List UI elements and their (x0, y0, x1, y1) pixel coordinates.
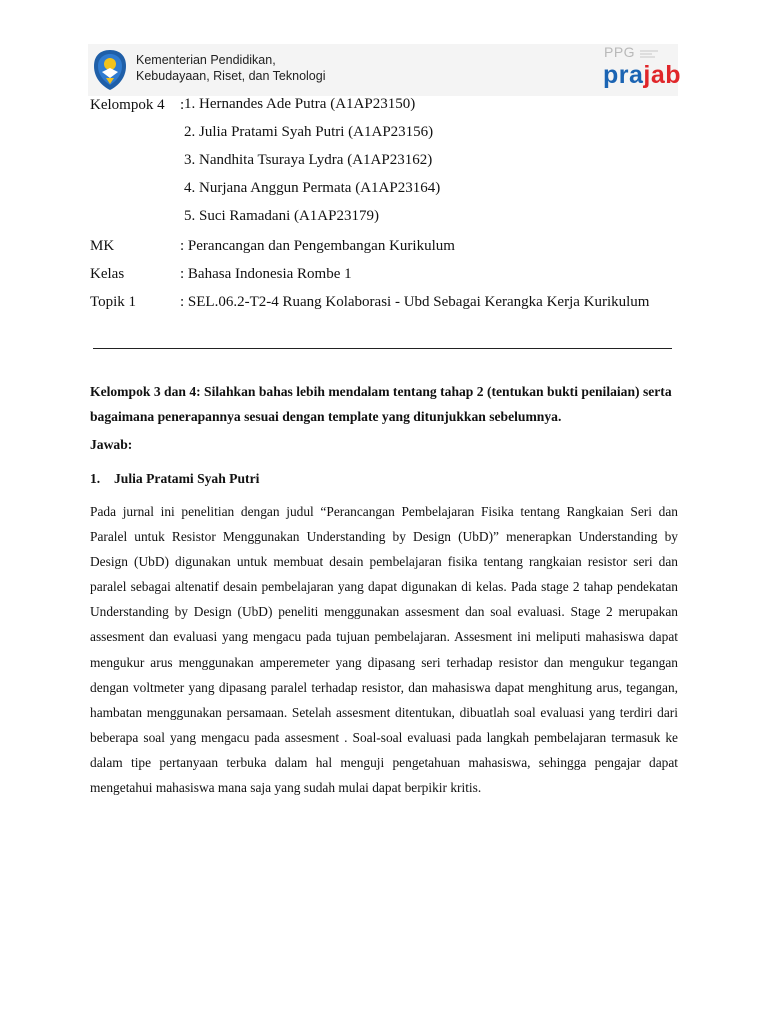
ppg-lines-icon (640, 49, 658, 59)
section-name: Julia Pratami Syah Putri (114, 471, 260, 486)
ministry-line-1: Kementerian Pendidikan, (136, 53, 276, 67)
prajab-pr: pra (603, 61, 644, 89)
prajab-logo (603, 60, 681, 90)
topik-label: Topik 1 (90, 294, 137, 310)
kelas-value: : Bahasa Indonesia Rombe 1 (180, 266, 352, 282)
ministry-name (136, 52, 326, 84)
member-item: 4. Nurjana Anggun Permata (A1AP23164) (184, 180, 441, 196)
ministry-emblem-icon (92, 48, 128, 92)
member-item: 2. Julia Pratami Syah Putri (A1AP23156) (184, 124, 434, 140)
member-item: 3. Nandhita Tsuraya Lydra (A1AP23162) (184, 152, 433, 168)
member-item: 5. Suci Ramadani (A1AP23179) (184, 208, 379, 224)
answer-paragraph: Pada jurnal ini penelitian dengan judul “Perancangan Pembelajaran Fisika tentang Rangkaian Seri dan Paralel untuk Resistor Menggunakan Understanding by Design (UbD)” menerapkan Understanding by Design (UbD) digunakan untuk membuat desain pembelajaran fisika tentang rangkaian resistor seri dan paralel sebagai altenatif desain pembelajaran yang dapat digunakan di kelas. Pada stage 2 tahap pendekatan Understanding by Design (UbD) peneliti menggunakan assesment dan soal evaluasi. Stage 2 merupakan assesment dan evaluasi yang mengacu pada tujuan pembelajaran. Assesment ini meliputi mahasiswa dapat mengukur arus menggunakan amperemeter yang dipasang seri terhadap resistor dan mengukur tegangan dengan voltmeter yang dipasang paralel terhadap resistor, dan mahasiswa dapat menghitung arus, tegangan, hambatan menggunakan persamaan. Setelah assesment ditentukan, dibuatlah soal evaluasi yang terdiri dari beberapa soal yang mengacu pada assesment . Soal-soal evaluasi pada langkah pembelajaran termasuk ke dalam tipe pertanyaan terbuka dalam hal menguji pengetahuan mahasiswa, sehingga pengajar dapat mengetahui mahasiswa mana saja yang sudah mulai dapat berpikir kritis. (90, 504, 678, 796)
mk-label: MK (90, 238, 115, 254)
section-number: 1. (90, 471, 101, 486)
divider-line (93, 348, 672, 349)
question-text: Kelompok 3 dan 4: Silahkan bahas lebih mendalam tentang tahap 2 (tentukan bukti penilaian) serta bagaimana penerapannya sesuai dengan template yang ditunjukkan sebelumnya. (90, 384, 672, 424)
kelas-label: Kelas (90, 266, 125, 282)
group-separator: : (180, 97, 185, 113)
ppg-label: PPG (604, 44, 636, 60)
mk-value: : Perancangan dan Pengembangan Kurikulum (180, 238, 455, 254)
ministry-line-2: Kebudayaan, Riset, dan Teknologi (136, 69, 326, 83)
prajab-jab: jab (643, 61, 682, 89)
member-item: 1. Hernandes Ade Putra (A1AP23150) (184, 96, 416, 112)
answer-label: Jawab: (90, 437, 133, 452)
topik-value: : SEL.06.2-T2-4 Ruang Kolaborasi - Ubd Sebagai Kerangka Kerja Kurikulum (180, 294, 650, 310)
group-label: Kelompok 4 (90, 97, 165, 113)
section-heading (90, 471, 259, 487)
